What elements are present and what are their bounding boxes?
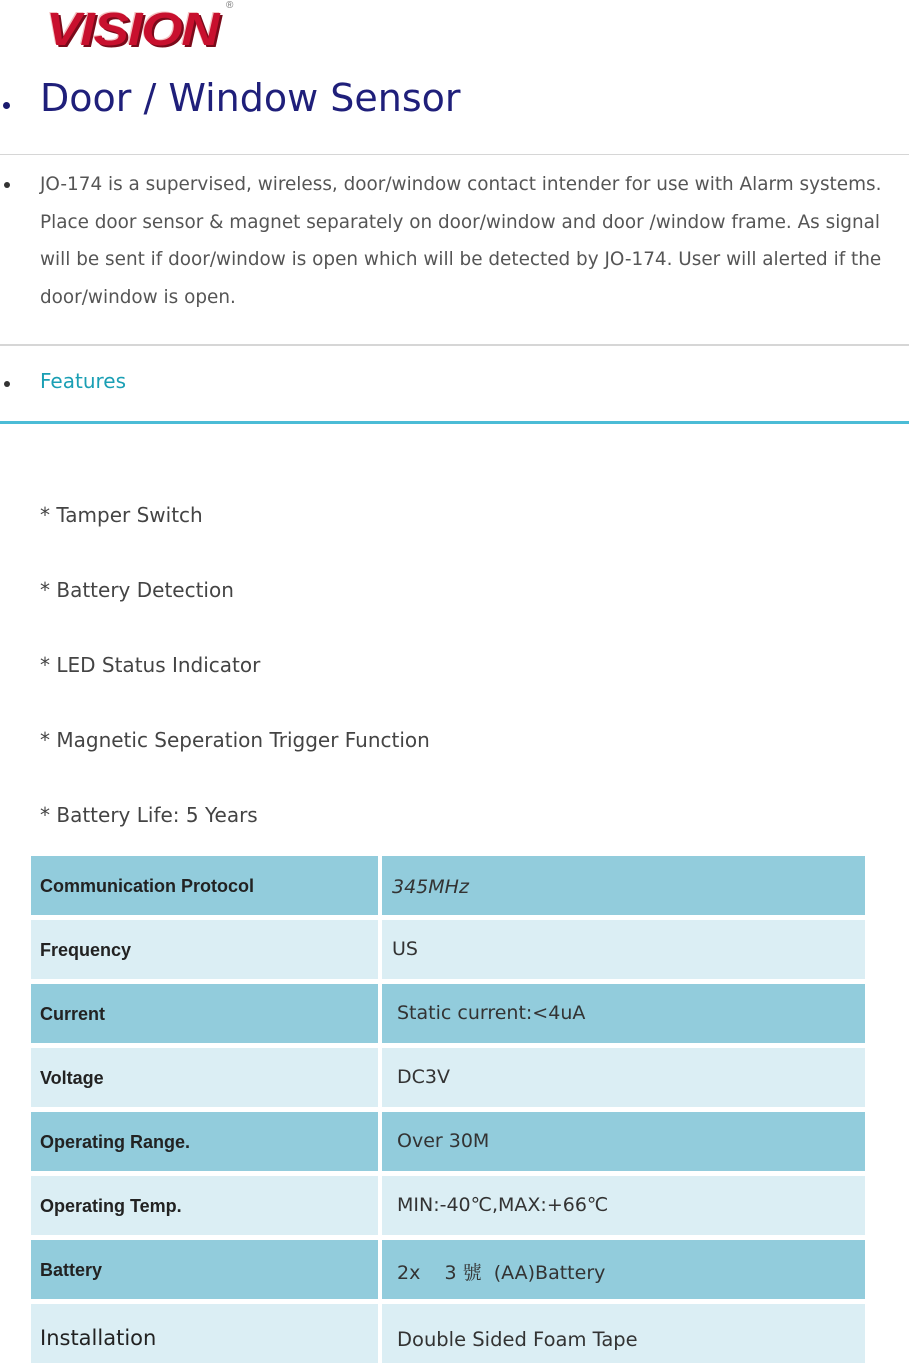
specifications-table: [31, 856, 865, 1368]
spec-row-installation: [31, 1304, 865, 1363]
spec-label: Voltage: [31, 1048, 378, 1107]
feature-item: * Tamper Switch: [40, 503, 203, 527]
brand-logo-text: VISION: [46, 3, 219, 55]
spec-row-communication-protocol: [31, 856, 865, 915]
spec-value: Double Sided Foam Tape: [382, 1304, 865, 1363]
features-underline: [0, 421, 909, 424]
spec-label: Current: [31, 984, 378, 1043]
spec-value: Static current:<4uA: [382, 984, 865, 1043]
spec-row-battery: [31, 1240, 865, 1299]
product-description: JO-174 is a supervised, wireless, door/window contact intender for use with Alarm systems. Place door sensor & magnet separately on door/window and door /window frame. As signal will be sent if door/window is open which will be detected by JO-174. User will alerted if the door/window is open.: [40, 174, 882, 309]
spec-label: Frequency: [31, 920, 378, 979]
feature-item: * Battery Life: 5 Years: [40, 803, 258, 827]
title-row: [0, 76, 909, 136]
spec-label: Battery: [31, 1240, 378, 1299]
bullet-icon: [3, 102, 10, 109]
spec-value: DC3V: [382, 1048, 865, 1107]
spec-row-frequency: [31, 920, 865, 979]
spec-label: Installation: [31, 1304, 378, 1363]
spec-value: US: [382, 920, 865, 979]
spec-value: 2x 3 號 (AA)Battery: [382, 1240, 865, 1299]
divider: [0, 344, 909, 346]
feature-item: * Battery Detection: [40, 578, 234, 602]
spec-label: Communication Protocol: [31, 856, 378, 915]
spec-label: Operating Temp.: [31, 1176, 378, 1235]
spec-row-operating-range: [31, 1112, 865, 1171]
page-title: Door / Window Sensor: [40, 76, 461, 120]
spec-value: Over 30M: [382, 1112, 865, 1171]
registered-mark: ®: [226, 0, 234, 11]
features-heading: Features: [40, 369, 126, 393]
feature-item: * Magnetic Seperation Trigger Function: [40, 728, 430, 752]
brand-logo: [42, 0, 234, 62]
bullet-icon: [4, 381, 10, 387]
spec-row-current: [31, 984, 865, 1043]
feature-item: * LED Status Indicator: [40, 653, 261, 677]
bullet-icon: [4, 182, 10, 188]
spec-value: 345MHz: [382, 856, 865, 915]
spec-row-operating-temp: [31, 1176, 865, 1235]
divider: [0, 154, 909, 155]
spec-value: MIN:-40℃,MAX:+66℃: [382, 1176, 865, 1235]
features-list: [40, 497, 430, 872]
spec-row-voltage: [31, 1048, 865, 1107]
spec-label: Operating Range.: [31, 1112, 378, 1171]
